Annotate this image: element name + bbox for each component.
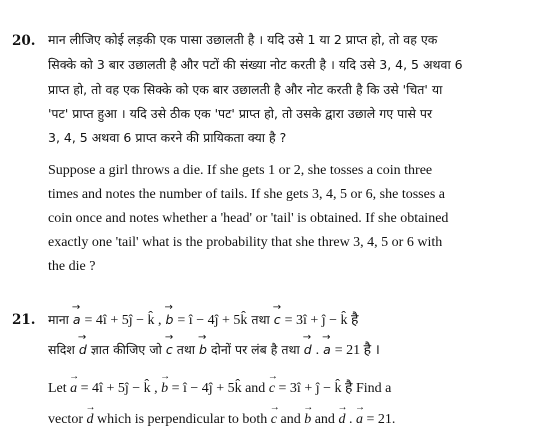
hindi-line-5: 3, 4, 5 अथवा 6 प्राप्त करने की प्रायिकता क्या है ? [48,130,287,145]
english-line-1: Suppose a girl throws a die. If she gets 1 or 2, she tosses a coin three [48,163,433,178]
text-vector: vector [48,412,83,427]
vector-d: → d [86,409,93,428]
english-line-4: exactly one 'tail' what is the probability that she threw 3, 4, 5 or 6 with [48,235,443,250]
expr-a: = 4î + 5ĵ − k̂ , [80,381,158,396]
english-line-5: the die ? [48,259,96,274]
vector-c: → c [269,378,275,397]
vector-d: → d [79,339,87,358]
expr-b: = î − 4ĵ + 5k̂ [171,381,242,396]
text-perp: दोनों पर लंब है तथा [210,342,300,357]
vector-c: → c [274,309,281,328]
hindi-line-3: प्राप्त हो, तो वह एक सिक्के को एक बार उछालती है और नोट करती है कि उसे 'चित' या [48,82,443,97]
hindi-line-4: 'पट' प्राप्त हुआ । यदि उसे ठीक एक 'पट' प्राप्त हो, तो उसके द्वारा उछाले गए पासे पर [48,106,433,121]
dot-symbol: . [348,412,353,427]
hindi-line-1: मान लीजिए कोई लड़की एक पासा उछालती है । यदि उसे 1 या 2 प्राप्त हो, तो वह एक [48,32,438,47]
vector-a: → a [70,378,77,397]
hindi-line-1 [48,309,358,329]
text-sadish: सदिश [48,342,75,357]
text-find: ज्ञात कीजिए जो [90,342,162,357]
english-line-2: times and notes the number of tails. If she gets 3, 4, 5 or 6, she tosses a [48,187,445,202]
english-line-2 [48,409,395,428]
vector-b: → b [161,378,168,397]
expr-b: = î − 4ĵ + 5k̂ [177,313,248,328]
vector-a: → a [356,409,363,428]
text-mana: माना [48,312,69,327]
vector-b: → b [165,309,173,328]
vector-a: → a [73,309,81,328]
vector-d: → d [338,409,345,428]
expr-c: = 3î + ĵ − k̂ है [284,313,359,328]
vector-c: → c [166,339,173,358]
english-line-1 [48,378,391,397]
english-line-3: coin once and notes whether a 'head' or 'tail' is obtained. If she obtained [48,211,449,226]
hindi-line-2: सिक्के को 3 बार उछालती है और पटों की संख्या नोट करती है । यदि उसे 3, 4, 5 अथवा 6 [48,57,463,72]
text-perp: which is perpendicular to both [96,412,268,427]
text-and: and [280,412,301,427]
question-number: 21. [12,312,36,328]
hindi-line-2 [48,339,380,359]
dot-symbol: . [315,343,320,358]
text-and: तथा [176,342,196,357]
expr-c: = 3î + ĵ − k̂ है [278,381,353,396]
vector-d: → d [304,339,312,358]
expr-dot: = 21. [366,412,396,427]
expr-a: = 4î + 5ĵ − k̂ , [84,313,162,328]
expr-dot: = 21 है । [334,343,380,358]
vector-b: → b [304,409,311,428]
text-and: तथा [251,312,270,327]
text-and: and [314,412,335,427]
text-find: Find a [355,381,392,396]
vector-a: → a [323,339,331,358]
question-number: 20. [12,33,36,49]
vector-c: → c [271,409,277,428]
vector-b: → b [199,339,207,358]
text-let: Let [48,381,67,396]
text-and: and [245,381,266,396]
